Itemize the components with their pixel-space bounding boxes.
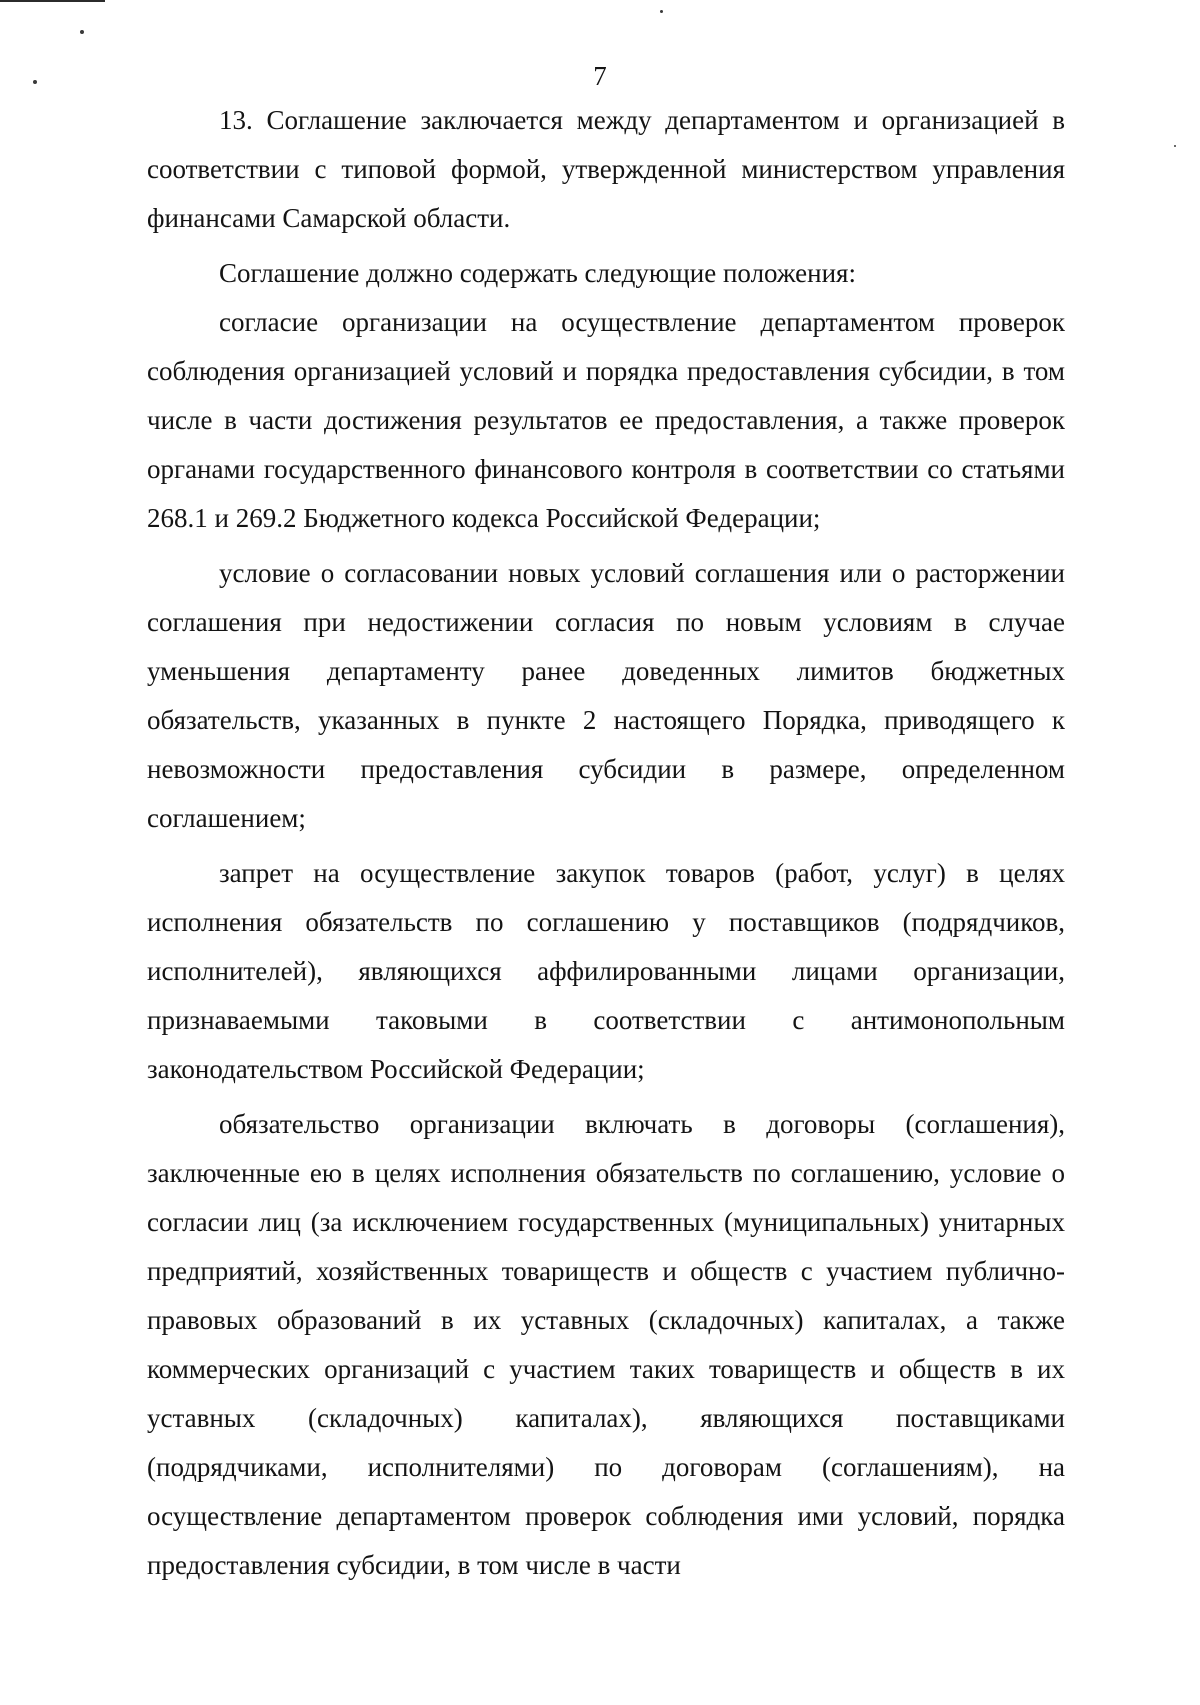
page-number: 7	[593, 61, 607, 91]
scan-speck	[1174, 145, 1176, 147]
paragraph: согласие организации на осуществление департаментом проверок соблюдения организацией условий и порядка предоставления субсидии, в том числе в части достижения результатов ее предоставления, а также проверок органами государственного финансового контроля в соответствии со статьями 268.1 и 269.2 Бюджетного кодекса Российской Федерации;	[147, 307, 1065, 533]
paragraph: Соглашение должно содержать следующие положения:	[219, 258, 856, 288]
paragraph: запрет на осуществление закупок товаров (работ, услуг) в целях исполнения обязательств по соглашению у поставщиков (подрядчиков, исполнителей), являющихся аффилированными лицами организации, признаваемыми таковыми в соответствии с антимонопольным законодательством Российской Федерации;	[147, 858, 1065, 1084]
paragraph: обязательство организации включать в договоры (соглашения), заключенные ею в целях исполнения обязательств по соглашению, условие о согласии лиц (за исключением государственных (муниципальных) унитарных предприятий, хозяйственных товариществ и обществ с участием публично-правовых образований в их уставных (складочных) капиталах, а также коммерческих организаций с участием таких товариществ и обществ в их уставных (складочных) капиталах), являющихся поставщиками (подрядчиками, исполнителями) по договорам (соглашениям), на осуществление департаментом проверок соблюдения ими условий, порядка предоставления субсидии, в том числе в части	[147, 1109, 1065, 1580]
scan-speck	[80, 30, 84, 34]
paragraph: условие о согласовании новых условий соглашения или о расторжении соглашения при недостижении согласия по новым условиям в случае уменьшения департаменту ранее доведенных лимитов бюджетных обязательств, указанных в пункте 2 настоящего Порядка, приводящего к невозможности предоставления субсидии в размере, определенном соглашением;	[147, 558, 1065, 833]
document-body	[147, 96, 1065, 1590]
scan-speck	[660, 10, 663, 13]
scan-edge-line	[0, 0, 105, 2]
paragraph: 13. Соглашение заключается между департаментом и организацией в соответствии с типовой формой, утвержденной министерством управления финансами Самарской области.	[147, 105, 1065, 233]
